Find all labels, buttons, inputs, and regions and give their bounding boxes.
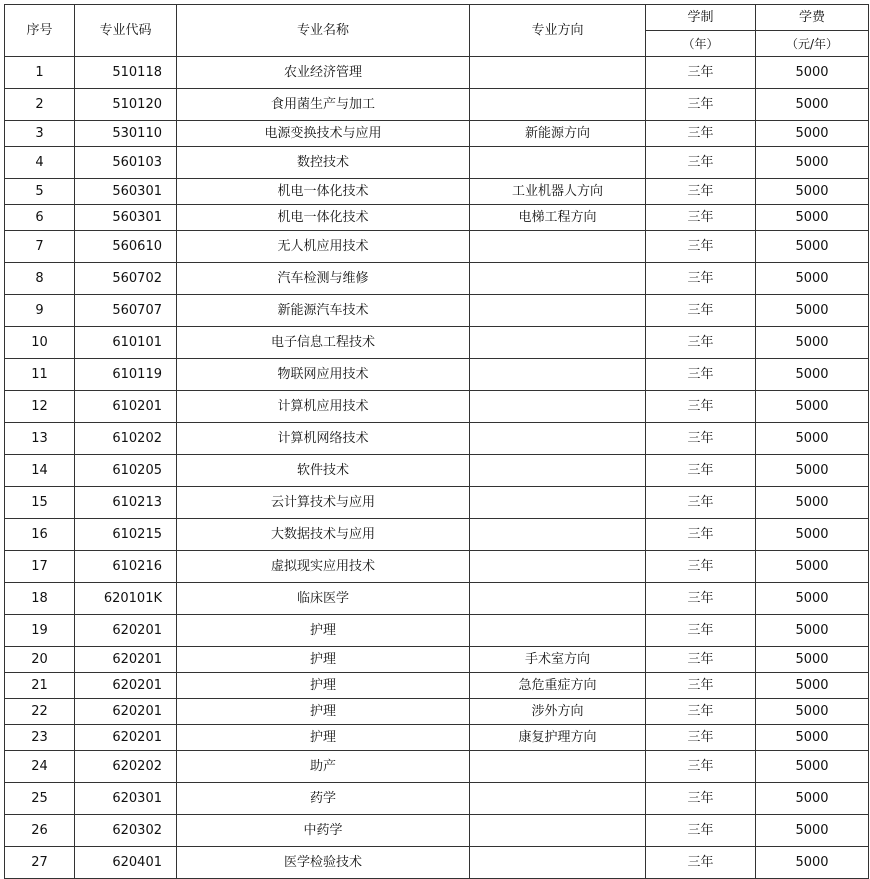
table-row — [5, 751, 869, 783]
table-row — [5, 615, 869, 647]
cell-code: 610213 — [75, 487, 177, 519]
table-row — [5, 551, 869, 583]
cell-direction — [470, 263, 646, 295]
cell-name: 新能源汽车技术 — [177, 295, 470, 327]
cell-duration: 三年 — [646, 391, 756, 423]
cell-code: 620201 — [75, 699, 177, 725]
table-row — [5, 89, 869, 121]
cell-direction — [470, 751, 646, 783]
cell-duration: 三年 — [646, 179, 756, 205]
cell-fee: 5000 — [756, 551, 869, 583]
table-row — [5, 231, 869, 263]
cell-seq: 15 — [5, 487, 75, 519]
table-body — [5, 5, 869, 879]
cell-direction — [470, 815, 646, 847]
cell-fee: 5000 — [756, 583, 869, 615]
cell-seq: 19 — [5, 615, 75, 647]
cell-duration: 三年 — [646, 359, 756, 391]
cell-fee: 5000 — [756, 615, 869, 647]
table-row — [5, 847, 869, 879]
cell-code: 620301 — [75, 783, 177, 815]
cell-seq: 6 — [5, 205, 75, 231]
cell-name: 护理 — [177, 647, 470, 673]
cell-duration: 三年 — [646, 673, 756, 699]
cell-fee: 5000 — [756, 263, 869, 295]
cell-code: 610216 — [75, 551, 177, 583]
cell-code: 620202 — [75, 751, 177, 783]
cell-direction — [470, 89, 646, 121]
cell-duration: 三年 — [646, 423, 756, 455]
header-duration-unit: （年） — [646, 31, 756, 57]
cell-seq: 8 — [5, 263, 75, 295]
cell-seq: 24 — [5, 751, 75, 783]
header-direction: 专业方向 — [470, 5, 646, 57]
cell-name: 物联网应用技术 — [177, 359, 470, 391]
cell-name: 护理 — [177, 725, 470, 751]
table-row — [5, 647, 869, 673]
cell-name: 护理 — [177, 615, 470, 647]
cell-duration: 三年 — [646, 647, 756, 673]
cell-duration: 三年 — [646, 615, 756, 647]
cell-duration: 三年 — [646, 263, 756, 295]
cell-name: 云计算技术与应用 — [177, 487, 470, 519]
cell-code: 510120 — [75, 89, 177, 121]
cell-name: 软件技术 — [177, 455, 470, 487]
cell-fee: 5000 — [756, 121, 869, 147]
cell-fee: 5000 — [756, 519, 869, 551]
cell-duration: 三年 — [646, 583, 756, 615]
cell-code: 510118 — [75, 57, 177, 89]
cell-fee: 5000 — [756, 725, 869, 751]
cell-name: 食用菌生产与加工 — [177, 89, 470, 121]
cell-direction — [470, 519, 646, 551]
table-row — [5, 487, 869, 519]
table-row — [5, 783, 869, 815]
cell-seq: 10 — [5, 327, 75, 359]
cell-code: 560103 — [75, 147, 177, 179]
cell-duration: 三年 — [646, 783, 756, 815]
table-row — [5, 121, 869, 147]
header-seq: 序号 — [5, 5, 75, 57]
cell-direction: 涉外方向 — [470, 699, 646, 725]
header-code: 专业代码 — [75, 5, 177, 57]
cell-name: 护理 — [177, 673, 470, 699]
cell-seq: 23 — [5, 725, 75, 751]
cell-code: 620201 — [75, 673, 177, 699]
header-fee-unit: （元/年） — [756, 31, 869, 57]
cell-name: 电源变换技术与应用 — [177, 121, 470, 147]
cell-fee: 5000 — [756, 359, 869, 391]
table-row — [5, 583, 869, 615]
table-row — [5, 57, 869, 89]
cell-code: 620201 — [75, 615, 177, 647]
cell-seq: 20 — [5, 647, 75, 673]
table-row — [5, 391, 869, 423]
cell-seq: 11 — [5, 359, 75, 391]
cell-seq: 1 — [5, 57, 75, 89]
cell-direction — [470, 147, 646, 179]
cell-direction: 工业机器人方向 — [470, 179, 646, 205]
cell-duration: 三年 — [646, 725, 756, 751]
table-row — [5, 205, 869, 231]
cell-fee: 5000 — [756, 147, 869, 179]
cell-duration: 三年 — [646, 519, 756, 551]
cell-name: 药学 — [177, 783, 470, 815]
cell-code: 610201 — [75, 391, 177, 423]
cell-fee: 5000 — [756, 815, 869, 847]
cell-direction — [470, 487, 646, 519]
cell-code: 560301 — [75, 205, 177, 231]
cell-name: 中药学 — [177, 815, 470, 847]
cell-fee: 5000 — [756, 847, 869, 879]
cell-code: 560301 — [75, 179, 177, 205]
table-row — [5, 815, 869, 847]
cell-code: 620101K — [75, 583, 177, 615]
table-row — [5, 147, 869, 179]
cell-duration: 三年 — [646, 205, 756, 231]
cell-duration: 三年 — [646, 147, 756, 179]
table-row — [5, 725, 869, 751]
cell-direction — [470, 57, 646, 89]
cell-seq: 14 — [5, 455, 75, 487]
cell-code: 610202 — [75, 423, 177, 455]
cell-fee: 5000 — [756, 423, 869, 455]
cell-duration: 三年 — [646, 121, 756, 147]
cell-duration: 三年 — [646, 295, 756, 327]
cell-direction — [470, 391, 646, 423]
cell-duration: 三年 — [646, 57, 756, 89]
majors-table — [4, 4, 869, 879]
cell-seq: 21 — [5, 673, 75, 699]
cell-seq: 17 — [5, 551, 75, 583]
cell-duration: 三年 — [646, 551, 756, 583]
cell-fee: 5000 — [756, 647, 869, 673]
cell-fee: 5000 — [756, 673, 869, 699]
header-name: 专业名称 — [177, 5, 470, 57]
cell-duration: 三年 — [646, 89, 756, 121]
cell-name: 电子信息工程技术 — [177, 327, 470, 359]
cell-fee: 5000 — [756, 699, 869, 725]
cell-code: 620201 — [75, 647, 177, 673]
cell-direction — [470, 615, 646, 647]
cell-fee: 5000 — [756, 783, 869, 815]
cell-direction — [470, 359, 646, 391]
cell-fee: 5000 — [756, 179, 869, 205]
cell-direction — [470, 423, 646, 455]
cell-seq: 9 — [5, 295, 75, 327]
table-row — [5, 699, 869, 725]
cell-fee: 5000 — [756, 295, 869, 327]
cell-seq: 25 — [5, 783, 75, 815]
cell-code: 610205 — [75, 455, 177, 487]
cell-fee: 5000 — [756, 751, 869, 783]
cell-direction — [470, 847, 646, 879]
cell-code: 620302 — [75, 815, 177, 847]
cell-fee: 5000 — [756, 205, 869, 231]
cell-duration: 三年 — [646, 699, 756, 725]
cell-direction — [470, 583, 646, 615]
cell-direction: 电梯工程方向 — [470, 205, 646, 231]
cell-seq: 12 — [5, 391, 75, 423]
cell-name: 机电一体化技术 — [177, 205, 470, 231]
cell-seq: 27 — [5, 847, 75, 879]
cell-duration: 三年 — [646, 751, 756, 783]
cell-name: 农业经济管理 — [177, 57, 470, 89]
cell-seq: 5 — [5, 179, 75, 205]
cell-code: 560610 — [75, 231, 177, 263]
cell-name: 助产 — [177, 751, 470, 783]
cell-seq: 13 — [5, 423, 75, 455]
cell-fee: 5000 — [756, 487, 869, 519]
cell-fee: 5000 — [756, 327, 869, 359]
cell-fee: 5000 — [756, 57, 869, 89]
cell-direction: 手术室方向 — [470, 647, 646, 673]
table-row — [5, 327, 869, 359]
cell-direction — [470, 783, 646, 815]
cell-seq: 2 — [5, 89, 75, 121]
cell-name: 无人机应用技术 — [177, 231, 470, 263]
cell-fee: 5000 — [756, 231, 869, 263]
table-row — [5, 263, 869, 295]
cell-seq: 18 — [5, 583, 75, 615]
cell-direction — [470, 231, 646, 263]
cell-fee: 5000 — [756, 455, 869, 487]
table-row — [5, 295, 869, 327]
cell-name: 计算机应用技术 — [177, 391, 470, 423]
cell-name: 计算机网络技术 — [177, 423, 470, 455]
cell-seq: 4 — [5, 147, 75, 179]
cell-direction — [470, 551, 646, 583]
cell-fee: 5000 — [756, 391, 869, 423]
cell-direction: 康复护理方向 — [470, 725, 646, 751]
cell-seq: 22 — [5, 699, 75, 725]
cell-name: 医学检验技术 — [177, 847, 470, 879]
cell-direction: 新能源方向 — [470, 121, 646, 147]
table-row — [5, 179, 869, 205]
cell-code: 610215 — [75, 519, 177, 551]
cell-seq: 16 — [5, 519, 75, 551]
cell-direction — [470, 295, 646, 327]
header-row-1 — [5, 5, 869, 31]
cell-code: 610119 — [75, 359, 177, 391]
cell-code: 620401 — [75, 847, 177, 879]
cell-code: 620201 — [75, 725, 177, 751]
cell-duration: 三年 — [646, 487, 756, 519]
cell-name: 护理 — [177, 699, 470, 725]
table-row — [5, 519, 869, 551]
cell-name: 虚拟现实应用技术 — [177, 551, 470, 583]
cell-name: 临床医学 — [177, 583, 470, 615]
cell-code: 560707 — [75, 295, 177, 327]
cell-direction — [470, 455, 646, 487]
cell-seq: 26 — [5, 815, 75, 847]
header-duration: 学制 — [646, 5, 756, 31]
table-row — [5, 359, 869, 391]
cell-duration: 三年 — [646, 455, 756, 487]
cell-seq: 3 — [5, 121, 75, 147]
cell-code: 530110 — [75, 121, 177, 147]
cell-name: 数控技术 — [177, 147, 470, 179]
cell-code: 560702 — [75, 263, 177, 295]
table-row — [5, 423, 869, 455]
cell-direction — [470, 327, 646, 359]
cell-duration: 三年 — [646, 327, 756, 359]
cell-name: 汽车检测与维修 — [177, 263, 470, 295]
cell-duration: 三年 — [646, 815, 756, 847]
header-fee: 学费 — [756, 5, 869, 31]
cell-seq: 7 — [5, 231, 75, 263]
cell-direction: 急危重症方向 — [470, 673, 646, 699]
cell-duration: 三年 — [646, 847, 756, 879]
cell-duration: 三年 — [646, 231, 756, 263]
cell-name: 大数据技术与应用 — [177, 519, 470, 551]
cell-name: 机电一体化技术 — [177, 179, 470, 205]
table-row — [5, 455, 869, 487]
cell-code: 610101 — [75, 327, 177, 359]
cell-fee: 5000 — [756, 89, 869, 121]
table-row — [5, 673, 869, 699]
